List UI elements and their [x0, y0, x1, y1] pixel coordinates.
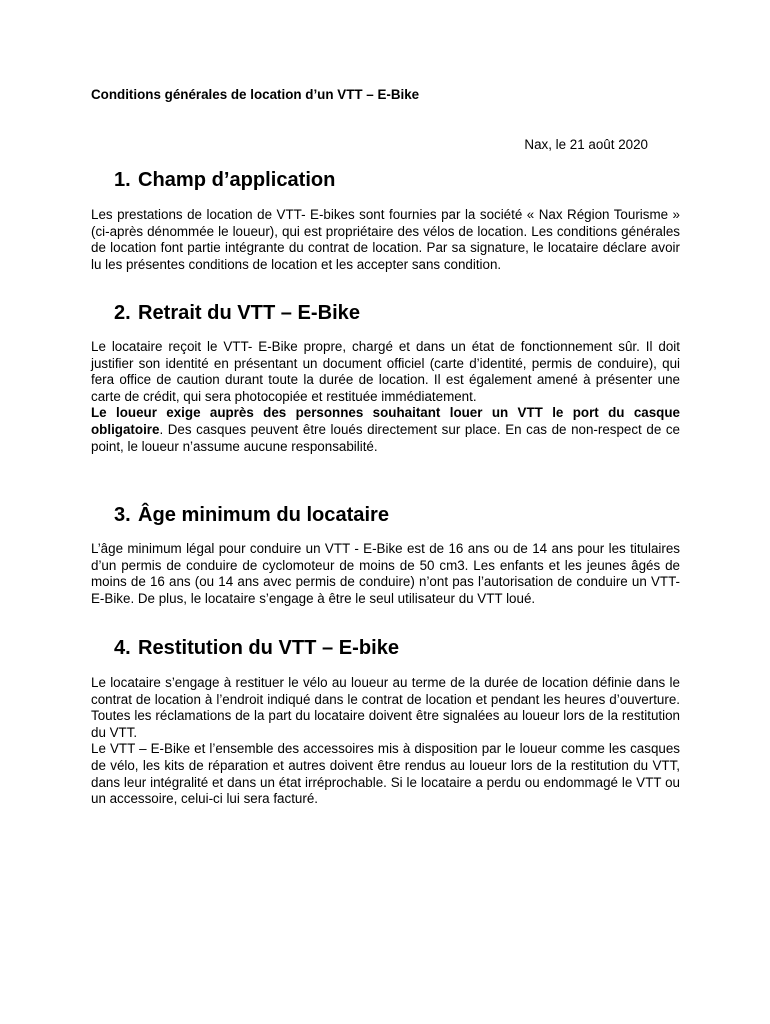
paragraph-continuation: . Des casques peuvent être loués directement sur place. En cas de non-respect de ce point, le loueur n’assume aucune responsabilité. — [91, 421, 680, 454]
section-number: 3. — [114, 504, 131, 526]
section-heading-text: Retrait du VTT – E-Bike — [138, 302, 361, 324]
section-heading-text: Restitution du VTT – E-bike — [138, 637, 400, 659]
section-paragraph-1 — [91, 207, 680, 273]
document-title: Conditions générales de location d’un VTT – E-Bike — [91, 87, 420, 102]
section-number: 2. — [114, 302, 131, 324]
bold-emphasis: Le loueur exige auprès des personnes souhaitant louer un VTT le port du casque obligatoire — [91, 405, 680, 437]
paragraph-text: Le locataire s’engage à restituer le vélo au loueur au terme de la durée de location définie dans le contrat de location à l’endroit indiqué dans le contrat de location et pendant les heures d’ouverture. Toutes les réclamations de la part du locataire doivent être signalées au loueur lors de la restitution du VTT. — [91, 675, 680, 740]
section-heading-2 — [114, 302, 361, 324]
section-heading-text: Champ d’application — [138, 169, 336, 191]
paragraph-text: Le VTT – E-Bike et l’ensemble des accessoires mis à disposition par le loueur comme les casques de vélo, les kits de réparation et autres doivent être rendus au loueur lors de la restitution du VTT, dans leur intégralité et dans un état irréprochable. Si le locataire a perdu ou endommagé le VTT ou un accessoire, celui-ci lui sera facturé. — [91, 741, 680, 807]
section-heading-4 — [114, 637, 400, 659]
section-heading-text: Âge minimum du locataire — [138, 504, 390, 526]
paragraph-text: Les prestations de location de VTT- E-bikes sont fournies par la société « Nax Région Tourisme » (ci-après dénommée le loueur), qui est propriétaire des vélos de location. Les conditions générales de location font partie intégrante du contrat de location. Par sa signature, le locataire déclare avoir lu les présentes conditions de location et les accepter sans condition. — [91, 207, 680, 272]
place-date: Nax, le 21 août 2020 — [524, 137, 648, 152]
section-number: 4. — [114, 637, 131, 659]
paragraph-text-with-emphasis — [91, 405, 680, 455]
section-paragraph-4 — [91, 675, 680, 808]
section-paragraph-2 — [91, 339, 680, 455]
section-heading-1 — [114, 169, 336, 191]
section-heading-3 — [114, 504, 390, 526]
section-paragraph-3 — [91, 541, 680, 607]
section-number: 1. — [114, 169, 131, 191]
paragraph-text: L’âge minimum légal pour conduire un VTT - E-Bike est de 16 ans ou de 14 ans pour les titulaires d’un permis de conduire de cyclomoteur de moins de 50 cm3. Les enfants et les jeunes âgés de moins de 16 ans (ou 14 ans avec permis de conduire) n’ont pas l’autorisation de conduire un VTT- E-Bike. De plus, le locataire s’engage à être le seul utilisateur du VTT loué. — [91, 541, 680, 606]
paragraph-text: Le locataire reçoit le VTT- E-Bike propre, chargé et dans un état de fonctionnement sûr. Il doit justifier son identité en présentant un document officiel (carte d’identité, permis de conduire), qui fera office de caution durant toute la durée de location. Il est également amené à présenter une carte de crédit, qui sera photocopiée et restituée immédiatement. — [91, 339, 680, 404]
